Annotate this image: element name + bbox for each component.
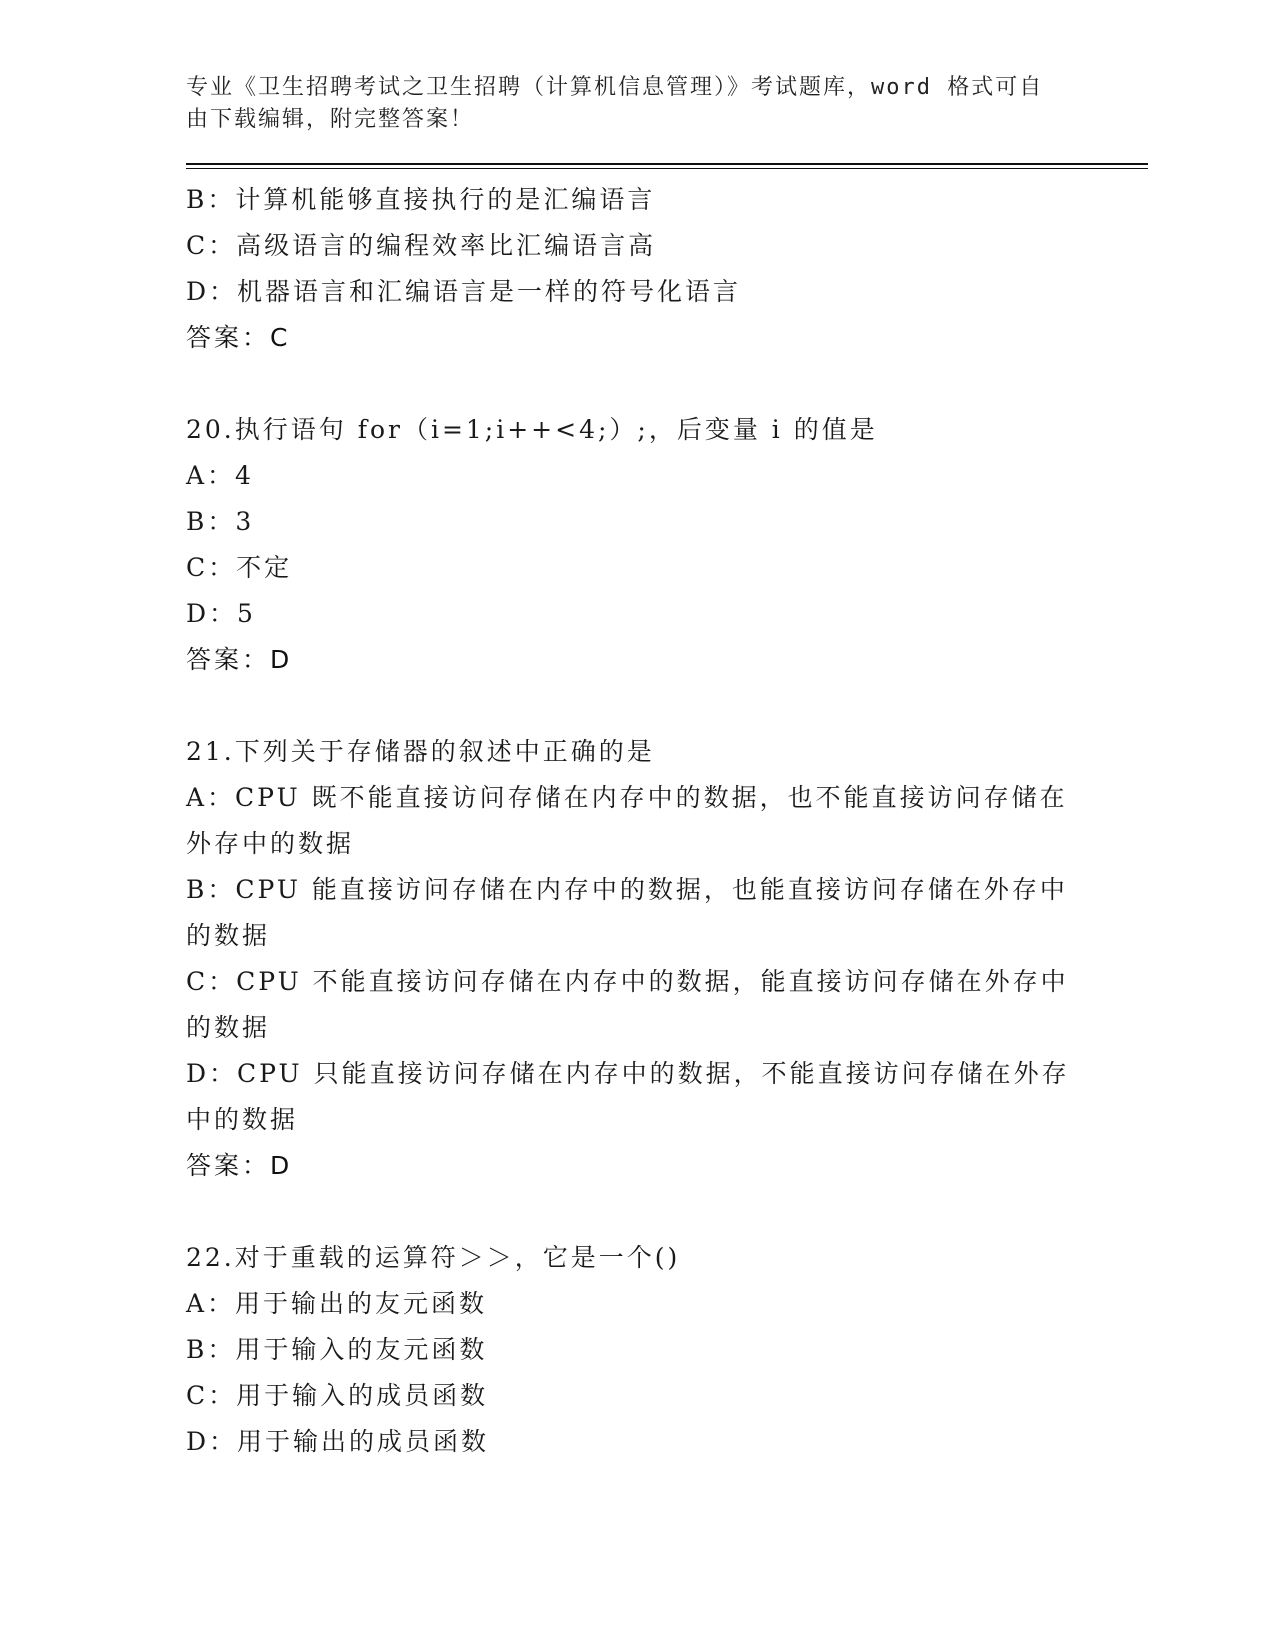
- header-line-2: 由下载编辑，附完整答案！: [186, 107, 475, 132]
- question-title: 21.下列关于存储器的叙述中正确的是: [186, 737, 655, 766]
- question-21-block: [186, 729, 1146, 1189]
- option-b: B：计算机能够直接执行的是汇编语言: [186, 185, 656, 214]
- option-d: D：机器语言和汇编语言是一样的符号化语言: [186, 277, 742, 306]
- answer-line: 答案：D: [186, 645, 293, 674]
- option-b: B：用于输入的友元函数: [186, 1335, 488, 1364]
- option-b: B：CPU 能直接访问存储在内存中的数据，也能直接访问存储在外存中: [186, 875, 1068, 904]
- header-line-1: 专业《卫生招聘考试之卫生招聘（计算机信息管理）》考试题库，word 格式可自: [186, 75, 1044, 100]
- option-d: D：5: [186, 599, 256, 628]
- option-c: C：用于输入的成员函数: [186, 1381, 489, 1410]
- option-c: C：不定: [186, 553, 293, 582]
- question-title: 22.对于重载的运算符＞＞，它是一个(): [186, 1243, 681, 1272]
- header-divider: [186, 163, 1148, 169]
- question-22-block: [186, 1235, 1146, 1465]
- question-20-block: [186, 407, 1146, 683]
- option-b: B：3: [186, 507, 255, 536]
- document-header: [186, 72, 1056, 136]
- document-page: [186, 72, 1146, 1465]
- answer-line: 答案：D: [186, 1151, 293, 1180]
- option-d-continued: 中的数据: [186, 1105, 299, 1134]
- prev-question-block: [186, 177, 1146, 361]
- option-d: D：CPU 只能直接访问存储在内存中的数据，不能直接访问存储在外存: [186, 1059, 1070, 1088]
- option-a: A：4: [186, 461, 254, 490]
- answer-line: 答案：C: [186, 323, 291, 352]
- option-c: C：CPU 不能直接访问存储在内存中的数据，能直接访问存储在外存中: [186, 967, 1069, 996]
- question-title: 20.执行语句 for（i=1;i++<4;）;，后变量 i 的值是: [186, 415, 878, 444]
- option-a: A：用于输出的友元函数: [186, 1289, 488, 1318]
- option-a-continued: 外存中的数据: [186, 829, 355, 858]
- option-a: A：CPU 既不能直接访问存储在内存中的数据，也不能直接访问存储在: [186, 783, 1068, 812]
- option-c: C：高级语言的编程效率比汇编语言高: [186, 231, 657, 260]
- question-content: [186, 177, 1146, 1465]
- option-b-continued: 的数据: [186, 921, 271, 950]
- option-d: D：用于输出的成员函数: [186, 1427, 490, 1456]
- option-c-continued: 的数据: [186, 1013, 271, 1042]
